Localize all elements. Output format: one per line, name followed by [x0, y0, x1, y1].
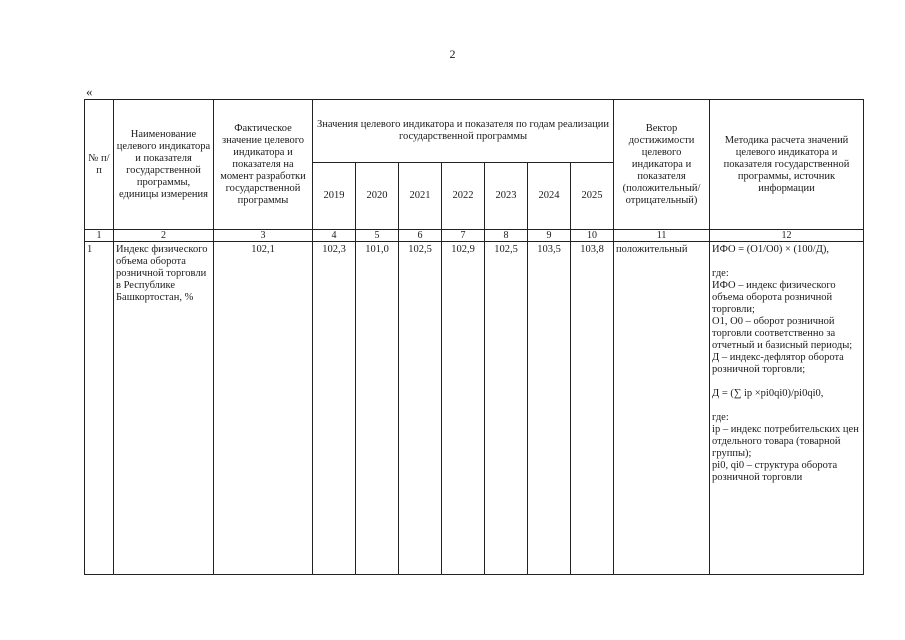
method-line: Д = (∑ ip ×pi0qi0)/pi0qi0, [712, 388, 824, 399]
row-method [710, 242, 864, 575]
row-year-value: 102,3 [313, 242, 356, 575]
row-indicator-name: Индекс физического объема оборота розничной торговли в Республике Башкортостан, % [114, 242, 214, 575]
method-line: где: [712, 412, 729, 423]
header-name: Наименование целевого индикатора и показателя государственной программы, единицы измерения [114, 100, 214, 230]
method-line [712, 256, 861, 268]
header-year: 2020 [356, 163, 399, 230]
column-number: 1 [85, 230, 114, 242]
column-number: 6 [399, 230, 442, 242]
page-number: 2 [449, 47, 456, 61]
column-number: 12 [710, 230, 864, 242]
open-quote-mark: « [86, 84, 93, 99]
header-year: 2022 [442, 163, 485, 230]
header-method: Методика расчета значений целевого индикатора и показателя государственной программы, источник информации [710, 100, 864, 230]
table-row [85, 242, 864, 575]
method-line: pi0, qi0 – структура оборота розничной торговли [712, 460, 838, 483]
header-values-group: Значения целевого индикатора и показателя по годам реализации государственной программы [313, 100, 614, 163]
method-line [712, 400, 861, 412]
column-number: 3 [214, 230, 313, 242]
method-line [712, 376, 861, 388]
header-vector: Вектор достижимости целевого индикатора и показателя (положительный/ отрицательный) [614, 100, 710, 230]
header-year: 2021 [399, 163, 442, 230]
row-year-value: 102,5 [485, 242, 528, 575]
row-year-value: 102,9 [442, 242, 485, 575]
method-line: ИФО = (О1/О0) × (100/Д), [712, 244, 829, 255]
row-year-value: 102,5 [399, 242, 442, 575]
row-num: 1 [85, 242, 114, 575]
column-number: 11 [614, 230, 710, 242]
header-row-top [85, 100, 864, 163]
row-vector: положительный [614, 242, 710, 575]
column-number: 7 [442, 230, 485, 242]
header-year: 2025 [571, 163, 614, 230]
row-actual-value: 102,1 [214, 242, 313, 575]
column-number: 4 [313, 230, 356, 242]
header-year: 2024 [528, 163, 571, 230]
header-num: № п/п [85, 100, 114, 230]
indicator-table [84, 99, 864, 575]
method-line: О1, О0 – оборот розничной торговли соответственно за отчетный и базисный периоды; [712, 316, 853, 351]
method-line: где: [712, 268, 729, 279]
row-year-value: 103,8 [571, 242, 614, 575]
header-year: 2019 [313, 163, 356, 230]
column-number: 10 [571, 230, 614, 242]
column-number: 8 [485, 230, 528, 242]
row-year-value: 101,0 [356, 242, 399, 575]
method-line: ip – индекс потребительских цен отдельного товара (товарной группы); [712, 424, 859, 459]
row-year-value: 103,5 [528, 242, 571, 575]
column-number-row [85, 230, 864, 242]
column-number: 2 [114, 230, 214, 242]
method-line: Д – индекс-дефлятор оборота розничной торговли; [712, 352, 844, 375]
header-year: 2023 [485, 163, 528, 230]
header-actual: Фактическое значение целевого индикатора и показателя на момент разработки государственной программы [214, 100, 313, 230]
column-number: 5 [356, 230, 399, 242]
method-line: ИФО – индекс физического объема оборота розничной торговли; [712, 280, 836, 315]
column-number: 9 [528, 230, 571, 242]
